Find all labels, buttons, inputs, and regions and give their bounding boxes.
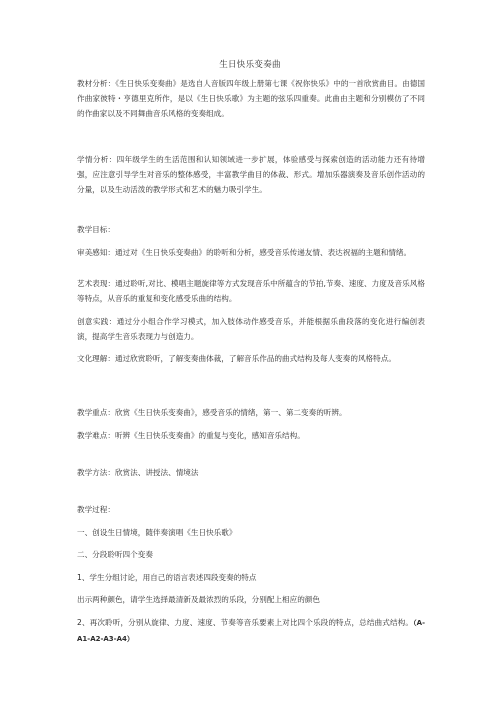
material-analysis-paragraph: 教材分析：《生日快乐变奏曲》是选自人音版四年级上册第七课《祝你快乐》中的一首欣赏曲目。由德国作曲家彼特・亨德里克所作，是以《生日快乐歌》为主题的弦乐四重奏。此曲由主题和分别模仿了不同的作曲家以及不同舞曲音乐风格的变奏组成。 <box>77 79 425 118</box>
goals-heading: 教学目标： <box>77 225 115 234</box>
step2-line: 二、分段聆听四个变奏 <box>77 550 153 559</box>
step2-1-detail-line: 出示两种颜色，请学生选择最清新及最浓烈的乐段，分别配上相应的颜色 <box>77 595 320 604</box>
step2-1-line: 1、学生分组讨论，用自己的语言表述四段变奏的特点 <box>77 573 257 582</box>
goal-culture-paragraph: 文化理解：通过欣赏聆听，了解变奏曲体裁，了解音乐作品的曲式结构及每人变奏的风格特点。 <box>77 354 396 363</box>
step1-line: 一、创设生日情境，随伴奏演唱《生日快乐歌》 <box>77 528 237 537</box>
difficulties-paragraph: 教学难点：听辨《生日快乐变奏曲》的重复与变化，感知音乐结构。 <box>77 431 305 440</box>
form-structure-label: （A-A1-A2-A3-A4） <box>77 619 425 643</box>
process-heading: 教学过程： <box>77 505 115 514</box>
goal-aesthetic-paragraph: 审美感知：通过对《生日快乐变奏曲》的聆听和分析，感受音乐传递友情、表达祝福的主题和情绪。 <box>77 248 412 257</box>
methods-paragraph: 教学方法：欣赏法、讲授法、情境法 <box>77 468 199 477</box>
student-analysis-paragraph: 学情分析：四年级学生的生活范围和认知领域进一步扩展，体验感受与探索创造的活动能力还有待增强，应注意引导学生对音乐的整体感受，丰富教学曲目的体裁、形式。增加乐器演奏及音乐创作活动的分量，以及生动活泼的教学形式和艺术的魅力吸引学生。 <box>77 155 425 194</box>
document-title: 生日快乐变奏曲 <box>219 60 281 70</box>
step2-2-text: 2、再次聆听，分别从旋律、力度、速度、节奏等音乐要素上对比四个乐段的特点，总结曲式结构。 <box>77 618 414 627</box>
goal-creative-paragraph: 创意实践：通过分小组合作学习模式，加入肢体动作感受音乐，并能根据乐曲段落的变化进行编创表演，提高学生音乐表现力与创造力。 <box>77 317 425 341</box>
key-points-paragraph: 教学重点：欣赏《生日快乐变奏曲》，感受音乐的情绪，第一、第二变奏的听辨。 <box>77 408 347 417</box>
step2-2-paragraph <box>77 615 425 647</box>
goal-art-paragraph: 艺术表现：通过聆听,对比、模唱主题旋律等方式发现音乐中所蕴含的节拍,节奏、速度、力度及音乐风格等特点，从音乐的重复和变化感受乐曲的结构。 <box>77 279 425 303</box>
